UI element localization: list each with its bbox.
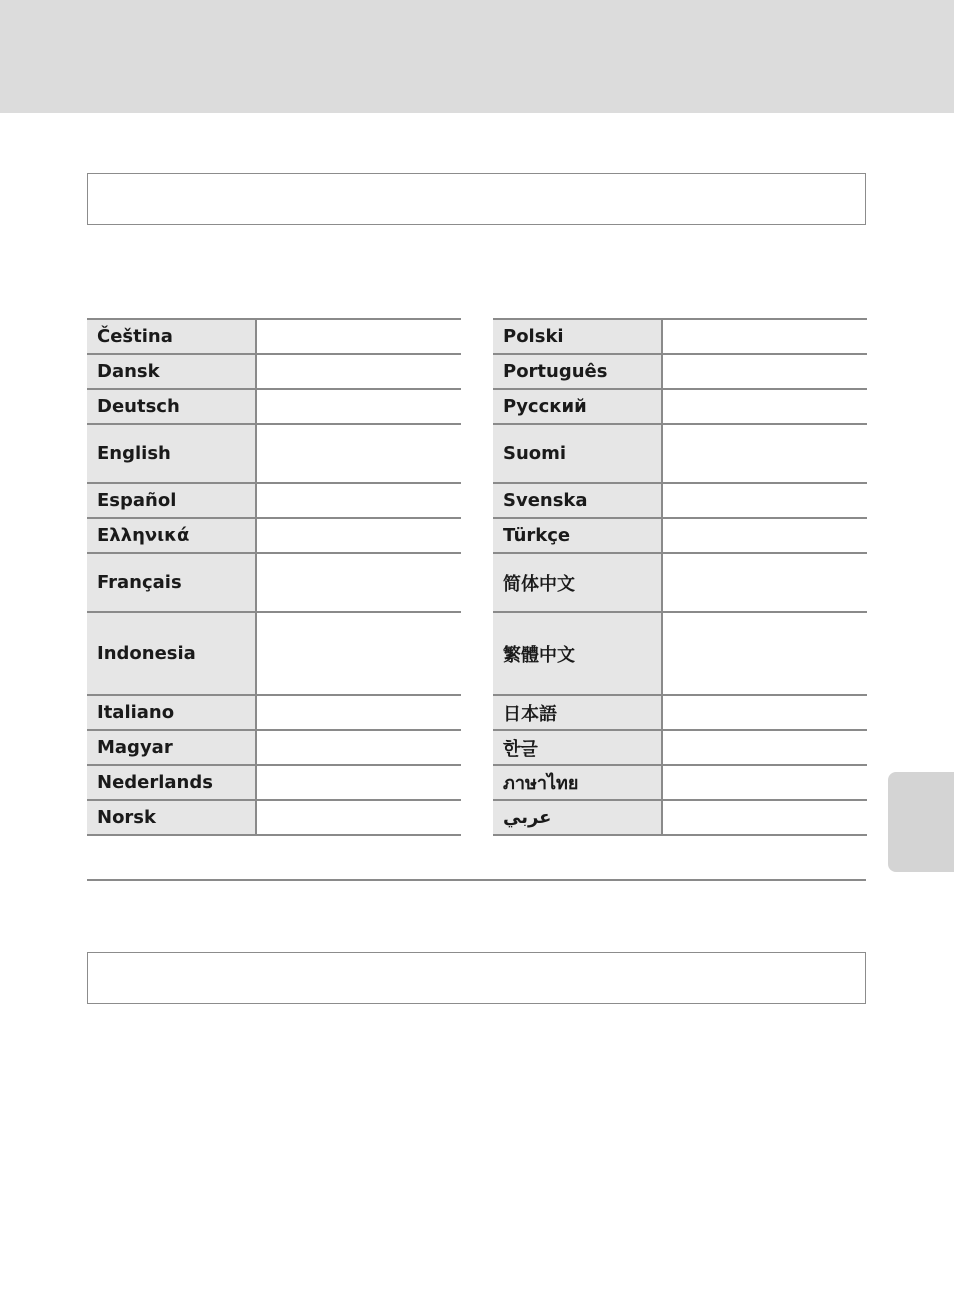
description-cell [256, 354, 461, 389]
language-name: Dansk [87, 354, 256, 389]
description-cell [662, 553, 867, 612]
description-cell [256, 483, 461, 518]
description-cell [662, 695, 867, 730]
table-row [493, 765, 867, 800]
table-row [493, 612, 867, 695]
description-cell [662, 612, 867, 695]
description-cell [256, 800, 461, 835]
table-row [87, 612, 461, 695]
table-row [87, 389, 461, 424]
table-row [87, 800, 461, 835]
table-row [493, 695, 867, 730]
description-cell [662, 730, 867, 765]
language-name: Polski [493, 319, 662, 354]
language-table-right [493, 318, 867, 836]
table-row [87, 518, 461, 553]
description-cell [662, 424, 867, 483]
table-row [87, 483, 461, 518]
language-name: Русский [493, 389, 662, 424]
description-cell [662, 483, 867, 518]
language-name: Indonesia [87, 612, 256, 695]
language-name: عربي [493, 800, 662, 835]
table-row [87, 553, 461, 612]
description-cell [662, 319, 867, 354]
language-name: Italiano [87, 695, 256, 730]
header-band [0, 0, 954, 113]
table-row [493, 483, 867, 518]
description-cell [256, 695, 461, 730]
table-row [87, 319, 461, 354]
language-name: Türkçe [493, 518, 662, 553]
table-row [493, 518, 867, 553]
description-cell [662, 354, 867, 389]
language-name: English [87, 424, 256, 483]
description-cell [256, 518, 461, 553]
description-cell [256, 765, 461, 800]
table-row [493, 319, 867, 354]
language-name: Nederlands [87, 765, 256, 800]
table-row [493, 730, 867, 765]
table-row [493, 800, 867, 835]
language-name: ภาษาไทย [493, 765, 662, 800]
table-row [87, 730, 461, 765]
language-name: Ελληνικά [87, 518, 256, 553]
language-name: Español [87, 483, 256, 518]
description-cell [662, 800, 867, 835]
table-row [87, 695, 461, 730]
language-name: Svenska [493, 483, 662, 518]
language-name: Norsk [87, 800, 256, 835]
language-name: 简体中文 [493, 553, 662, 612]
description-cell [256, 319, 461, 354]
language-name: Português [493, 354, 662, 389]
description-cell [256, 389, 461, 424]
note-box-bottom [87, 952, 866, 1004]
description-cell [662, 389, 867, 424]
description-cell [256, 424, 461, 483]
table-row [87, 354, 461, 389]
language-name: Deutsch [87, 389, 256, 424]
language-name: 繁體中文 [493, 612, 662, 695]
table-row [87, 765, 461, 800]
description-cell [662, 518, 867, 553]
chapter-tab [888, 772, 954, 872]
language-name: Čeština [87, 319, 256, 354]
language-name: Français [87, 553, 256, 612]
table-row [87, 424, 461, 483]
section-divider [87, 879, 866, 881]
note-box-top [87, 173, 866, 225]
language-name: Suomi [493, 424, 662, 483]
language-name: Magyar [87, 730, 256, 765]
language-name: 日本語 [493, 695, 662, 730]
language-table-left [87, 318, 461, 836]
description-cell [256, 612, 461, 695]
language-name: 한글 [493, 730, 662, 765]
table-row [493, 354, 867, 389]
description-cell [256, 730, 461, 765]
table-row [493, 389, 867, 424]
description-cell [256, 553, 461, 612]
table-row [493, 553, 867, 612]
table-row [493, 424, 867, 483]
description-cell [662, 765, 867, 800]
